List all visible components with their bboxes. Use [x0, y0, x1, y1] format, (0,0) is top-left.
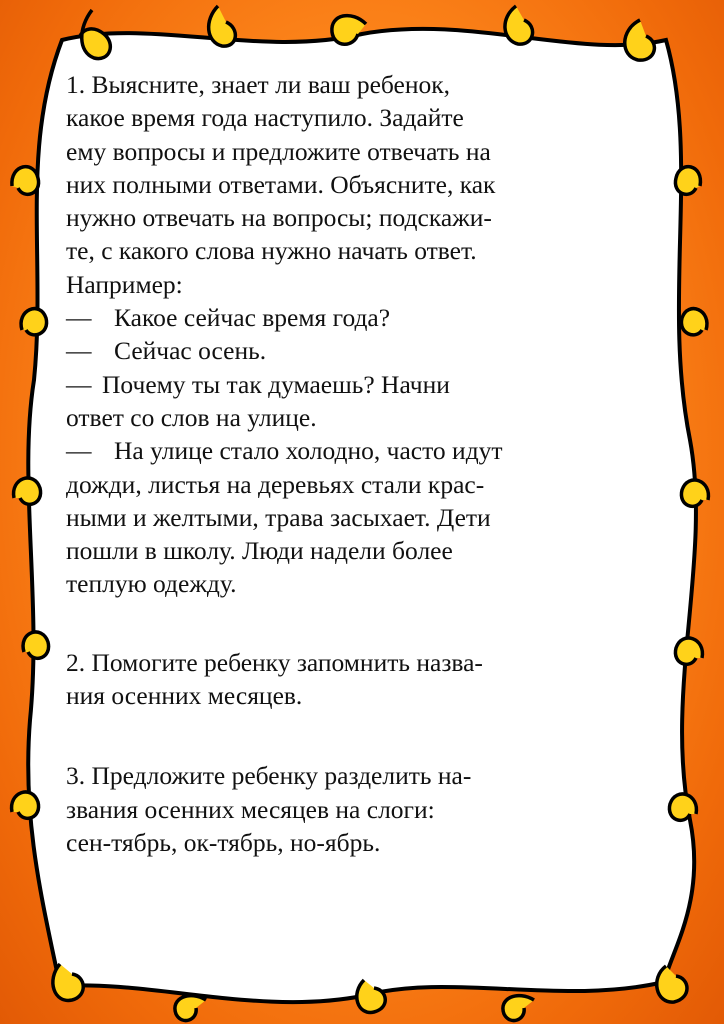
dialog-text: Сейчас осень. — [114, 336, 267, 366]
instructions-text — [66, 68, 666, 859]
text-line: ными и желтыми, трава засыхает. Дети — [66, 502, 491, 532]
text-line: нужно отвечать на вопросы; подскажи- — [66, 203, 492, 233]
dialog-line — [66, 301, 666, 334]
loop-icon — [80, 10, 110, 59]
text-line: них полными ответами. Объясните, как — [66, 169, 496, 199]
text-line: те, с какого слова нужно начать ответ. — [66, 236, 477, 266]
dialog-line — [66, 368, 666, 401]
dialog-text: Какое сейчас время года? — [114, 303, 391, 333]
dialog-line — [66, 434, 666, 467]
text-line: теплую одежду. — [66, 569, 237, 599]
text-line: звания осенних месяцев на слоги: — [66, 794, 435, 824]
loop-icon — [505, 6, 533, 44]
text-line: 3. Предложите ребенку разделить на- — [66, 761, 472, 791]
dash: — — [66, 303, 92, 333]
loop-icon — [175, 996, 206, 1021]
text-line: Например: — [66, 269, 183, 299]
dialog-text: Почему ты так думаешь? Начни — [102, 369, 450, 399]
loop-icon — [669, 794, 696, 820]
dash: — — [66, 369, 92, 399]
loop-icon — [625, 20, 655, 60]
loop-icon — [21, 309, 47, 335]
item-1 — [66, 68, 666, 601]
loop-icon — [681, 309, 707, 335]
loop-icon — [681, 480, 708, 506]
item-2 — [66, 646, 666, 713]
loop-icon — [12, 792, 39, 818]
text-line: 2. Помогите ребенку запомнить назва- — [66, 647, 483, 677]
text-line: 1. Выясните, знает ли ваш ребенок, — [66, 70, 451, 99]
text-line: ему вопросы и предложите отвечать на — [66, 136, 491, 166]
loop-icon — [209, 6, 236, 46]
loop-icon — [14, 478, 41, 504]
dialog-text: На улице стало холодно, часто идут — [114, 436, 503, 466]
loop-icon — [12, 167, 39, 195]
loop-icon — [503, 996, 534, 1021]
text-line: ответ со слов на улице. — [66, 402, 317, 432]
text-line: пошли в школу. Люди надели более — [66, 536, 453, 566]
item-3 — [66, 759, 666, 859]
loop-icon — [675, 167, 700, 195]
text-line: ния осенних месяцев. — [66, 681, 303, 711]
text-line: какое время года наступило. Задайте — [66, 103, 464, 133]
dash: — — [66, 336, 92, 366]
dialog-line — [66, 334, 666, 367]
text-line: дожди, листья на деревьях стали крас- — [66, 469, 485, 499]
dash: — — [66, 436, 92, 466]
text-line: сен-тябрь, ок-тябрь, но-ябрь. — [66, 827, 381, 857]
loop-icon — [657, 966, 687, 1002]
loop-icon — [675, 638, 702, 664]
loop-icon — [23, 632, 49, 658]
